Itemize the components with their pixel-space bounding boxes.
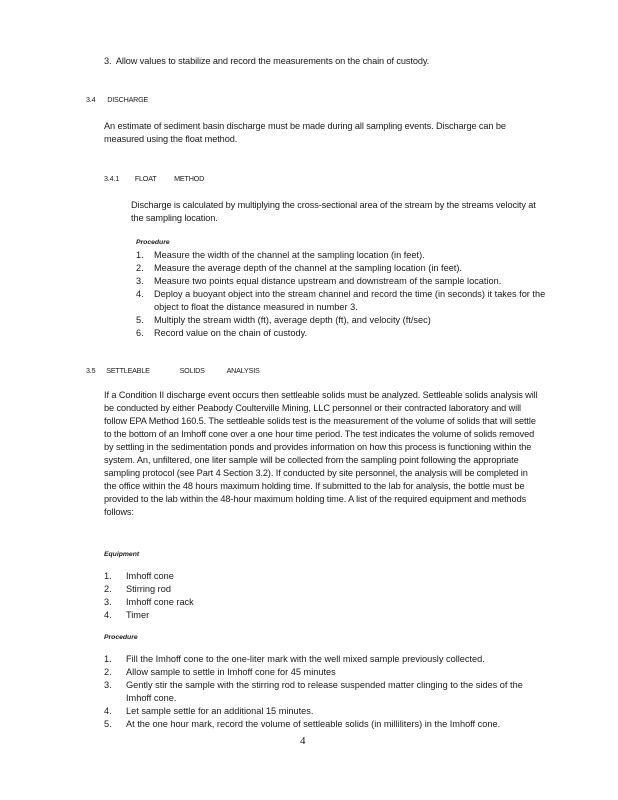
item-text: Gently stir the sample with the stirring rod to release suspended matter clinging to the sides of the Imhoff cone.	[126, 680, 523, 703]
item-number: 5.	[104, 719, 112, 729]
item-number: 2.	[104, 584, 112, 594]
item-number: 1.	[104, 571, 112, 581]
item-text: Measure the width of the channel at the sampling location (in feet).	[154, 250, 425, 260]
step-text: Allow values to stabilize and record the measurements on the chain of custody.	[115, 56, 430, 66]
section-title-part: FLOAT	[134, 174, 157, 183]
equipment-list	[104, 570, 524, 622]
list-item	[104, 705, 540, 718]
step-number: 3.	[104, 56, 112, 66]
item-text: At the one hour mark, record the volume of settleable solids (in milliliters) in the Imhoff cone.	[126, 719, 501, 729]
item-text: Measure the average depth of the channel at the sampling location (in feet).	[154, 263, 462, 273]
item-text: Imhoff cone rack	[126, 597, 194, 607]
list-item	[104, 666, 540, 679]
list-item	[136, 249, 548, 262]
settleable-solids-paragraph: If a Condition II discharge event occurs then settleable solids must be analyzed. Settleable solids analysis will be conducted by either Peabody Coulterville Mining, LLC personnel or their contracted laboratory and will follow EPA Method 160.5. The settleable solids test is the measurement of the volume of solids that will settle to the bottom of an Imhoff cone over a one hour time period. The test indicates the volume of solids removed by settling in the sedimentation ponds and provides information on how this process is functioning within the system. An, unfiltered, one liter sample will be collected from the sampling point following the appropriate sampling protocol (see Part 4 Section 3.2). If conducted by site personnel, the analysis will be completed in the office within the 48 hours maximum holding time. If submitted to the lab for analysis, the bottle must be provided to the lab within the 48-hour maximum holding time. A list of the required equipment and methods follows:	[104, 390, 538, 517]
procedure-label: Procedure	[104, 634, 138, 641]
item-text: Imhoff cone	[126, 571, 174, 581]
list-item	[104, 679, 540, 705]
section-number: 3.4.1	[104, 174, 119, 183]
item-number: 2.	[136, 263, 144, 273]
item-text: Deploy a buoyant object into the stream channel and record the time (in seconds) it takes for the object to float the distance measured in number 3.	[154, 289, 546, 312]
list-item	[104, 570, 524, 583]
procedure-label: Procedure	[136, 239, 170, 246]
item-text: Measure two points equal distance upstream and downstream of the sample location.	[154, 276, 502, 286]
item-number: 6.	[136, 328, 144, 338]
list-item	[104, 718, 540, 731]
settleable-solids-steps	[104, 653, 540, 731]
list-item	[136, 327, 548, 340]
float-method-steps	[136, 249, 548, 340]
discharge-paragraph: An estimate of sediment basin discharge must be made during all sampling events. Discharge can be measured using the float method.	[104, 121, 506, 144]
list-item	[136, 314, 548, 327]
list-item	[136, 275, 548, 288]
item-text: Fill the Imhoff cone to the one-liter mark with the well mixed sample previously collected.	[126, 654, 485, 664]
list-item	[136, 288, 548, 314]
list-item	[104, 653, 540, 666]
section-title-part: SOLIDS	[179, 366, 205, 375]
item-number: 2.	[104, 667, 112, 677]
section-heading-3-4	[86, 95, 148, 105]
item-text: Multiply the stream width (ft), average depth (ft), and velocity (ft/sec)	[154, 315, 431, 325]
list-item	[104, 583, 524, 596]
item-text: Record value on the chain of custody.	[154, 328, 308, 338]
item-number: 3.	[104, 597, 112, 607]
page-number: 4	[300, 735, 306, 747]
section-number: 3.4	[86, 95, 96, 104]
equipment-label: Equipment	[104, 551, 140, 558]
item-number: 3.	[136, 276, 144, 286]
item-number: 5.	[136, 315, 144, 325]
item-number: 3.	[104, 680, 112, 690]
item-number: 4.	[136, 289, 144, 299]
item-text: Timer	[126, 610, 150, 620]
section-title-part: SETTLEABLE	[106, 366, 150, 375]
float-method-paragraph: Discharge is calculated by multiplying the cross-sectional area of the stream by the streams velocity at the sampling location.	[131, 200, 536, 223]
item-text: Stirring rod	[126, 584, 171, 594]
section-title-part: ANALYSIS	[226, 366, 260, 375]
item-text: Let sample settle for an additional 15 minutes.	[126, 706, 314, 716]
section-number: 3.5	[86, 366, 96, 375]
item-number: 4.	[104, 706, 112, 716]
item-number: 4.	[104, 610, 112, 620]
list-item	[104, 596, 524, 609]
list-item	[136, 262, 548, 275]
section-heading-3-5	[86, 366, 260, 376]
section-heading-3-4-1	[104, 174, 204, 184]
item-text: Allow sample to settle in Imhoff cone for 45 minutes	[126, 667, 336, 677]
continued-step	[104, 55, 524, 68]
item-number: 1.	[104, 654, 112, 664]
item-number: 1.	[136, 250, 144, 260]
section-title: DISCHARGE	[107, 95, 149, 104]
list-item	[104, 609, 524, 622]
section-title-part: METHOD	[174, 174, 205, 183]
